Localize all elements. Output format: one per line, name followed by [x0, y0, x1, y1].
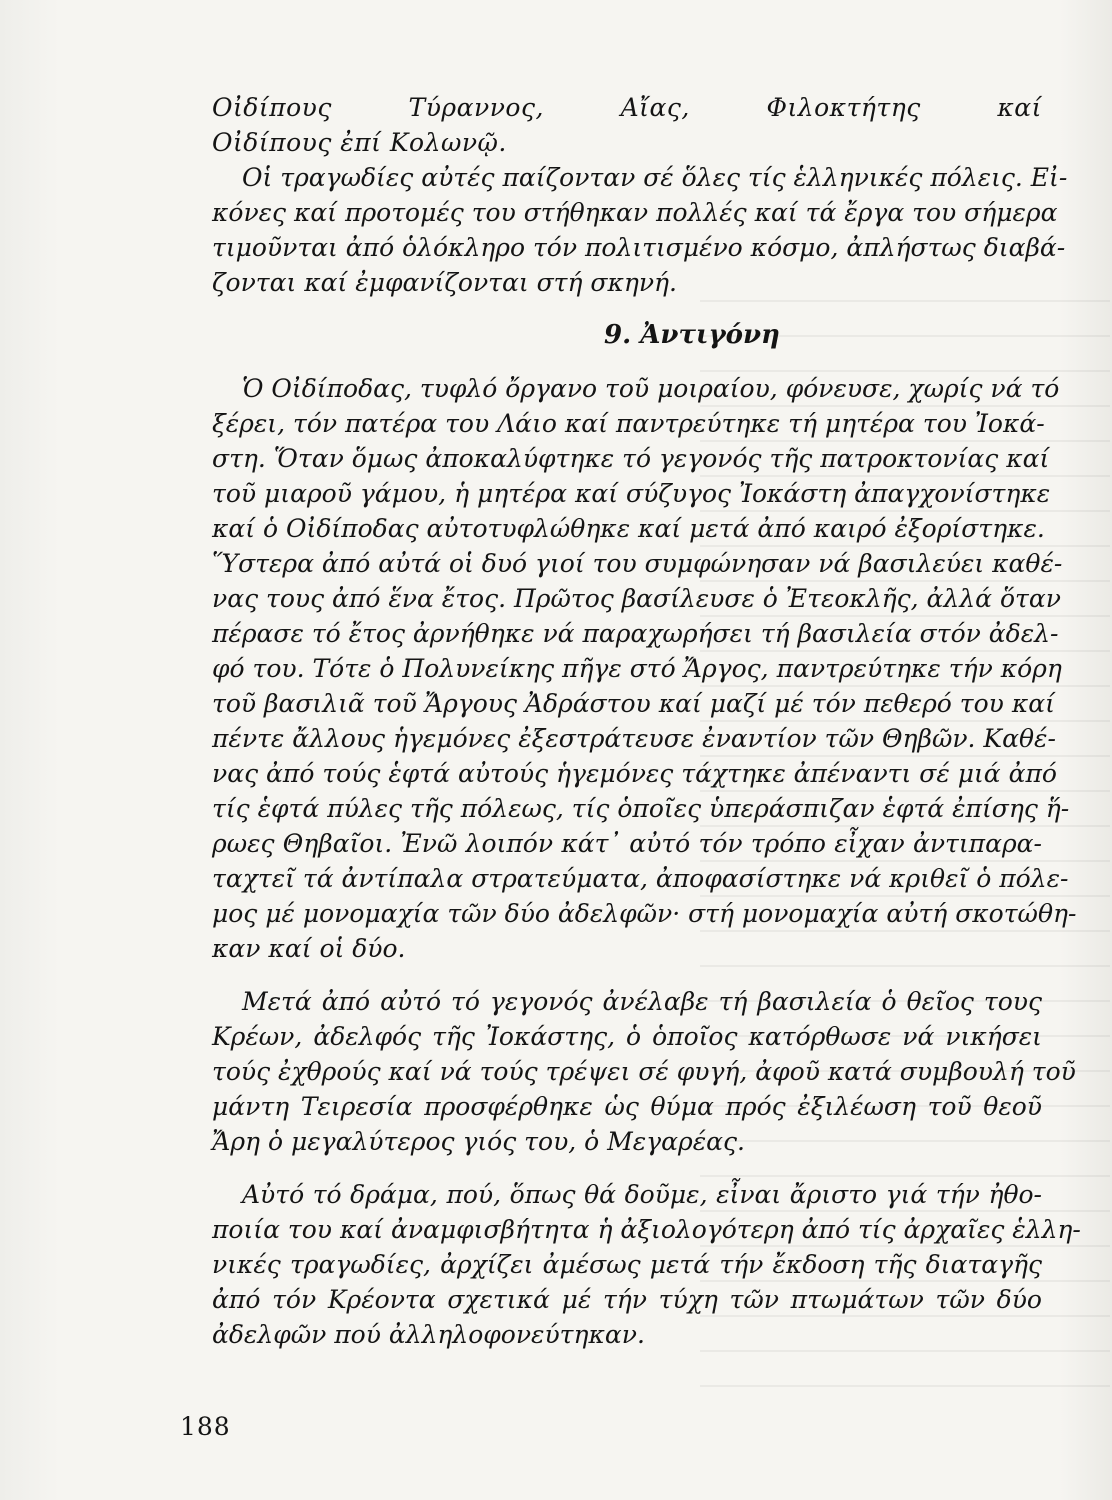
text-line: Ἄρη ὁ μεγαλύτερος γιός του, ὁ Μεγαρέας. — [212, 1127, 745, 1156]
title-line-1: Οἰδίπους Τύραννος, Αἴας, Φιλοκτήτης καί — [212, 93, 1042, 122]
text-line: Κρέων, ἀδελφός τῆς Ἰοκάστης, ὁ ὁποῖος κατόρθωσε νά νικήσει — [212, 1022, 1042, 1051]
text-line: ξέρει, τόν πατέρα του Λάιο καί παντρεύτηκε τή μητέρα του Ἰοκά- — [212, 409, 1045, 438]
text-line: ταχτεῖ τά ἀντίπαλα στρατεύματα, ἀποφασίστηκε νά κριθεῖ ὁ πόλε- — [212, 864, 1069, 893]
text-line: ζονται καί ἐμφανίζονται στή σκηνή. — [212, 268, 677, 297]
text-line: τοῦ μιαροῦ γάμου, ἡ μητέρα καί σύζυγος Ἰοκάστη ἀπαγχονίστηκε — [212, 479, 1051, 508]
text-line: νας τους ἀπό ἕνα ἔτος. Πρῶτος βασίλευσε ὁ Ἐτεοκλῆς, ἀλλά ὅταν — [212, 584, 1061, 613]
text-line: κόνες καί προτομές του στήθηκαν πολλές καί τά ἔργα του σήμερα — [212, 198, 1058, 227]
text-line: πέντε ἄλλους ἡγεμόνες ἐξεστράτευσε ἐναντίον τῶν Θηβῶν. Καθέ- — [212, 724, 1056, 753]
intro-paragraph — [212, 160, 1068, 300]
paragraph-1 — [212, 371, 1077, 966]
text-line: Μετά ἀπό αὐτό τό γεγονός ἀνέλαβε τή βασιλεία ὁ θεῖος τους — [242, 987, 1042, 1016]
paragraph-2 — [212, 984, 1076, 1159]
text-line: καν καί οἱ δύο. — [212, 934, 406, 963]
text-line: τιμοῦνται ἀπό ὁλόκληρο τόν πολιτισμένο κόσμο, ἀπλήστως διαβά- — [212, 233, 1066, 262]
text-line: ρωες Θηβαῖοι. Ἐνῶ λοιπόν κάτ᾽ αὐτό τόν τρόπο εἶχαν ἀντιπαρα- — [212, 829, 1042, 858]
text-line: τίς ἑφτά πύλες τῆς πόλεως, τίς ὁποῖες ὑπεράσπιζαν ἑφτά ἐπίσης ἥ- — [212, 794, 1070, 823]
text-line: στη. Ὅταν ὅμως ἀποκαλύφτηκε τό γεγονός τῆς πατροκτονίας καί — [212, 444, 1050, 473]
text-line: ἀδελφῶν πού ἀλληλοφονεύτηκαν. — [212, 1320, 645, 1349]
text-line: ἀπό τόν Κρέοντα σχετικά μέ τήν τύχη τῶν πτωμάτων τῶν δύο — [212, 1285, 1042, 1314]
text-line: νας ἀπό τούς ἑφτά αὐτούς ἡγεμόνες τάχτηκε ἀπέναντι σέ μιά ἀπό — [212, 759, 1057, 788]
text-line: τοῦ βασιλιᾶ τοῦ Ἄργους Ἀδράστου καί μαζί μέ τόν πεθερό του καί — [212, 689, 1055, 718]
page-text — [212, 90, 1081, 1352]
text-line: Ὕστερα ἀπό αὐτά οἱ δυό γιοί του συμφώνησαν νά βασιλεύει καθέ- — [212, 549, 1063, 578]
paragraph-3 — [212, 1177, 1081, 1352]
text-line: τούς ἐχθρούς καί νά τούς τρέψει σέ φυγή, ἀφοῦ κατά συμβουλή τοῦ — [212, 1057, 1076, 1086]
section-heading: 9. Ἀντιγόνη — [604, 320, 780, 350]
text-line: πέρασε τό ἔτος ἀρνήθηκε νά παραχωρήσει τή βασιλεία στόν ἀδελ- — [212, 619, 1059, 648]
text-line: Ὁ Οἰδίποδας, τυφλό ὄργανο τοῦ μοιραίου, φόνευσε, χωρίς νά τό — [242, 374, 1060, 403]
page-number: 188 — [180, 1412, 231, 1441]
text-line: μος μέ μονομαχία τῶν δύο ἀδελφῶν· στή μονομαχία αὐτή σκοτώθη- — [212, 899, 1077, 928]
text-line: ποιία του καί ἀναμφισβήτητα ἡ ἀξιολογότερη ἀπό τίς ἀρχαῖες ἑλλη- — [212, 1215, 1081, 1244]
paragraph-spacer — [212, 966, 1042, 984]
text-line: μάντη Τειρεσία προσφέρθηκε ὡς θύμα πρός ἐξιλέωση τοῦ θεοῦ — [212, 1092, 1042, 1121]
text-line: φό του. Τότε ὁ Πολυνείκης πῆγε στό Ἄργος, παντρεύτηκε τήν κόρη — [212, 654, 1062, 683]
text-line: Αὐτό τό δράμα, πού, ὅπως θά δοῦμε, εἶναι ἄριστο γιά τήν ἠθο- — [242, 1180, 1042, 1209]
text-line: νικές τραγωδίες, ἀρχίζει ἀμέσως μετά τήν ἔκδοση τῆς διαταγῆς — [212, 1250, 1042, 1279]
text-line: Οἱ τραγωδίες αὐτές παίζονταν σέ ὅλες τίς ἑλληνικές πόλεις. Εἰ- — [242, 163, 1068, 192]
title-line-2: Οἰδίπους ἐπί Κολωνῷ. — [212, 128, 507, 157]
paragraph-spacer — [212, 1159, 1042, 1177]
text-line: καί ὁ Οἰδίποδας αὐτοτυφλώθηκε καί μετά ἀπό καιρό ἐξορίστηκε. — [212, 514, 1045, 543]
